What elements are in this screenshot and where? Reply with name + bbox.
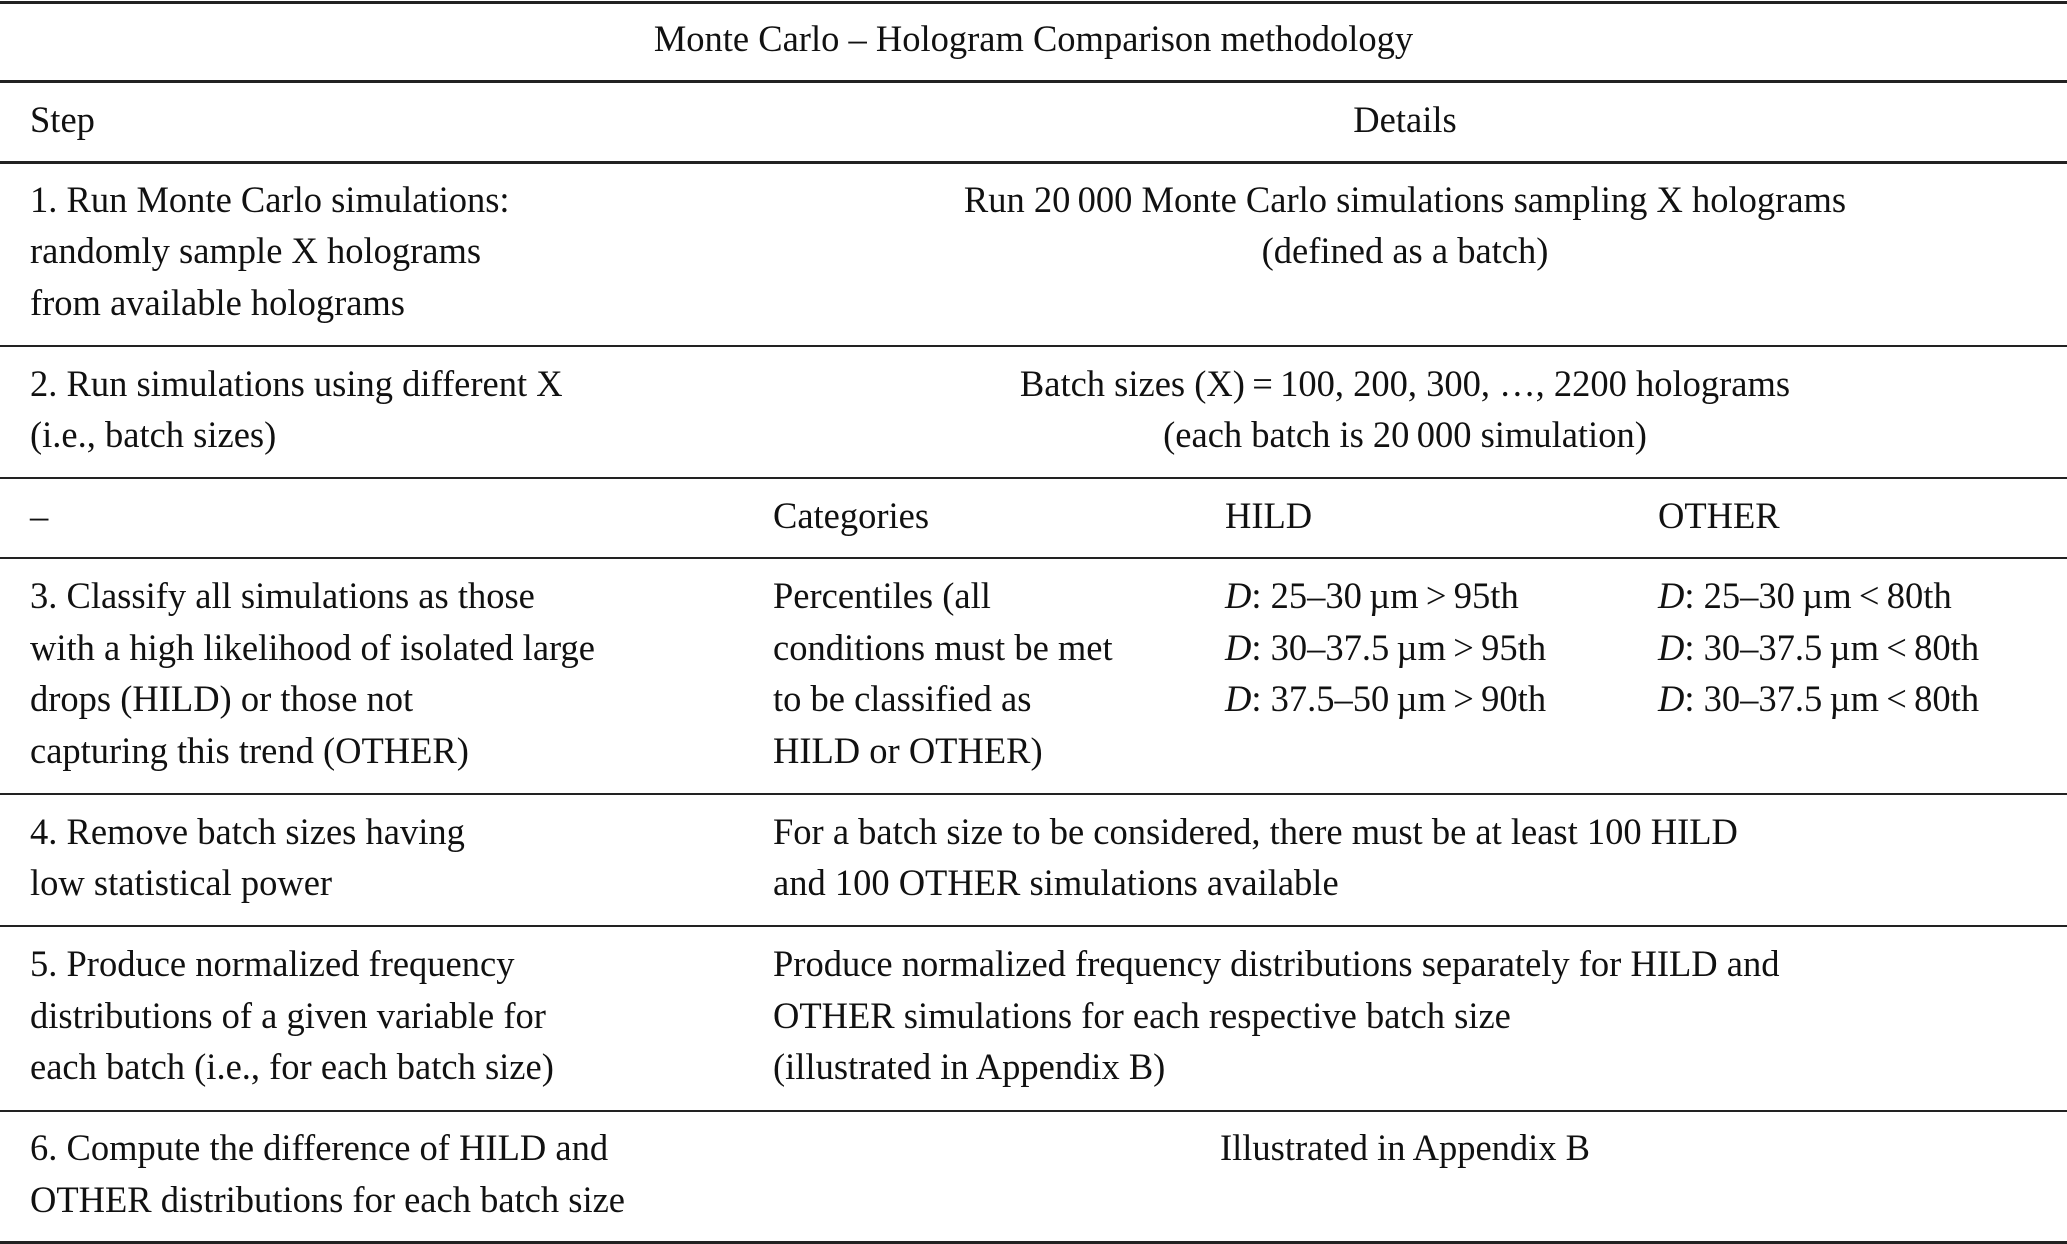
header-step: Step [30,99,95,140]
criterion-text: : 25–30 µm < 80th [1684,575,1952,616]
other-criterion [1658,570,1952,622]
hild-header: HILD [1225,495,1313,536]
step-line: 6. Compute the difference of HILD and [30,1127,609,1168]
row-divider [0,925,2067,927]
step-line: 2. Run simulations using different X [30,363,563,404]
criterion-text: : 37.5–50 µm > 90th [1251,678,1547,719]
step-line: low statistical power [30,862,333,903]
criterion-text: : 30–37.5 µm < 80th [1684,678,1980,719]
row-divider [0,345,2067,347]
details-line: OTHER simulations for each respective batch size [773,995,1511,1036]
step-line: 5. Produce normalized frequency [30,943,515,984]
title-rule [0,80,2067,83]
diameter-symbol: D [1658,575,1685,616]
step-line: 3. Classify all simulations as those [30,575,535,616]
header-details: Details [1353,99,1457,140]
details-line: For a batch size to be considered, there must be at least 100 HILD [773,811,1738,852]
row-divider [0,477,2067,479]
details-line: (defined as a batch) [1261,230,1549,271]
row-divider [0,557,2067,559]
row-divider [0,793,2067,795]
hild-criterion [1225,673,1546,725]
details-line: Batch sizes (X) = 100, 200, 300, …, 2200 holograms [1019,363,1791,404]
details-line: (each batch is 20 000 simulation) [1163,414,1647,455]
step-line: 4. Remove batch sizes having [30,811,465,852]
other-criterion [1658,622,1979,674]
diameter-symbol: D [1658,627,1685,668]
step-line: randomly sample X holograms [30,230,482,271]
step-line: – [30,495,49,536]
other-header: OTHER [1658,495,1780,536]
diameter-symbol: D [1225,627,1252,668]
categories-header: Categories [773,495,930,536]
criterion-text: : 30–37.5 µm < 80th [1684,627,1980,668]
hild-criterion [1225,570,1519,622]
step-line: drops (HILD) or those not [30,678,414,719]
diameter-symbol: D [1225,575,1252,616]
step-line: (i.e., batch sizes) [30,414,277,455]
other-criterion [1658,673,1979,725]
step-line: capturing this trend (OTHER) [30,730,469,771]
categories-line: Percentiles (all [773,575,991,616]
details-line: and 100 OTHER simulations available [773,862,1339,903]
details-line: Produce normalized frequency distributions separately for HILD and [773,943,1780,984]
details-line: Run 20 000 Monte Carlo simulations sampling X holograms [963,179,1847,220]
hild-criterion [1225,622,1546,674]
criterion-text: : 25–30 µm > 95th [1251,575,1519,616]
categories-line: conditions must be met [773,627,1113,668]
details-line: Illustrated in Appendix B [1219,1127,1591,1168]
step-line: from available holograms [30,282,406,323]
categories-line: to be classified as [773,678,1032,719]
categories-line: HILD or OTHER) [773,730,1043,771]
table-top-rule [0,1,2067,4]
details-line: (illustrated in Appendix B) [773,1046,1166,1087]
diameter-symbol: D [1225,678,1252,719]
table-title: Monte Carlo – Hologram Comparison methodology [653,18,1414,59]
step-line: distributions of a given variable for [30,995,546,1036]
criterion-text: : 30–37.5 µm > 95th [1251,627,1547,668]
step-line: OTHER distributions for each batch size [30,1179,625,1220]
step-line: 1. Run Monte Carlo simulations: [30,179,510,220]
row-divider [0,1110,2067,1112]
header-rule [0,161,2067,164]
step-line: each batch (i.e., for each batch size) [30,1046,554,1087]
diameter-symbol: D [1658,678,1685,719]
step-line: with a high likelihood of isolated large [30,627,595,668]
